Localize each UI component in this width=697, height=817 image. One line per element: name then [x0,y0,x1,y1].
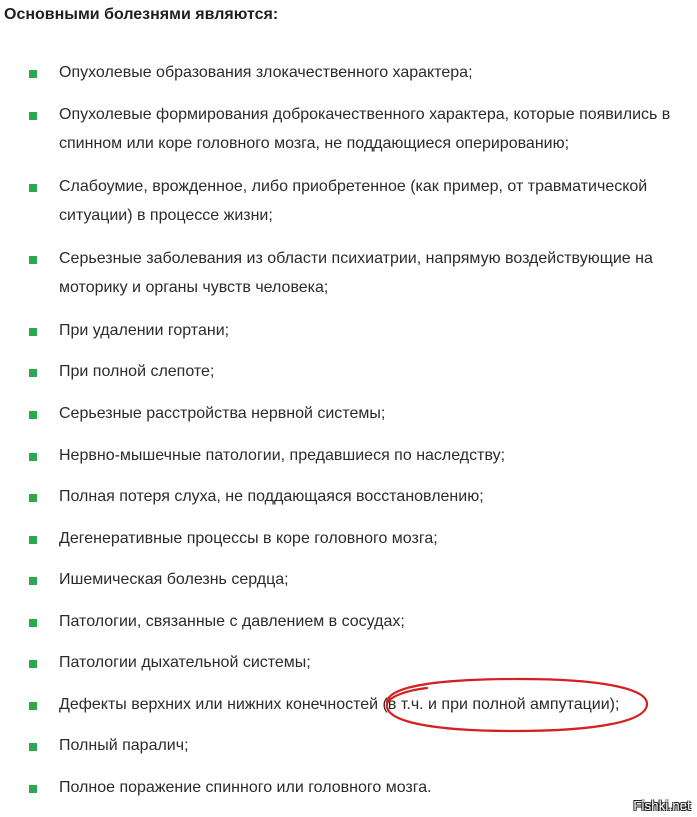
list-item-text: Дегенеративные процессы в коре головного мозга; [59,530,438,547]
list-item-text: Полный паралич; [59,737,189,754]
bullet-square-icon [29,453,37,461]
bullet-square-icon [29,369,37,377]
section-heading: Основными болезнями являются: [4,6,279,23]
list-item-text: Полная потеря слуха, не поддающаяся восстановлению; [59,488,484,505]
list-item-text: Серьезные заболевания из области психиатрии, напрямую воздействующие на моторику и органы чувств человека; [59,250,653,296]
list-item-text: Серьезные расстройства нервной системы; [59,405,386,422]
list-item-text: Патологии, связанные с давлением в сосудах; [59,613,405,630]
list-item-text: Патологии дыхательной системы; [59,654,311,671]
list-item-text: Слабоумие, врожденное, либо приобретенное (как пример, от травматической ситуации) в процессе жизни; [59,178,648,224]
bullet-square-icon [29,743,37,751]
bullet-square-icon [29,577,37,585]
list-item-text: Опухолевые образования злокачественного характера; [59,64,473,81]
list-item-text: Полное поражение спинного или головного мозга. [59,779,432,796]
bullet-square-icon [29,494,37,502]
bullet-square-icon [29,411,37,419]
bullet-square-icon [29,619,37,627]
list-item-text: При полной слепоте; [59,363,215,380]
list-item-text: При удалении гортани; [59,322,230,339]
bullet-square-icon [29,70,37,78]
bullet-square-icon [29,785,37,793]
bullet-square-icon [29,328,37,336]
list-item-text: Нервно-мышечные патологии, предавшиеся по наследству; [59,447,506,464]
bullet-square-icon [29,536,37,544]
bullet-square-icon [29,660,37,668]
bullet-square-icon [29,256,37,264]
bullet-square-icon [29,184,37,192]
list-item-text: Ишемическая болезнь сердца; [59,571,289,588]
bullet-square-icon [29,112,37,120]
watermark-logo: Fishki.net [633,798,691,813]
bullet-square-icon [29,702,37,710]
list-item-text: Опухолевые формирования доброкачественного характера, которые появились в спинном или коре головного мозга, не поддающиеся оперированию; [59,106,671,152]
list-item-text: Дефекты верхних или нижних конечностей (в т.ч. и при полной ампутации); [59,696,620,713]
